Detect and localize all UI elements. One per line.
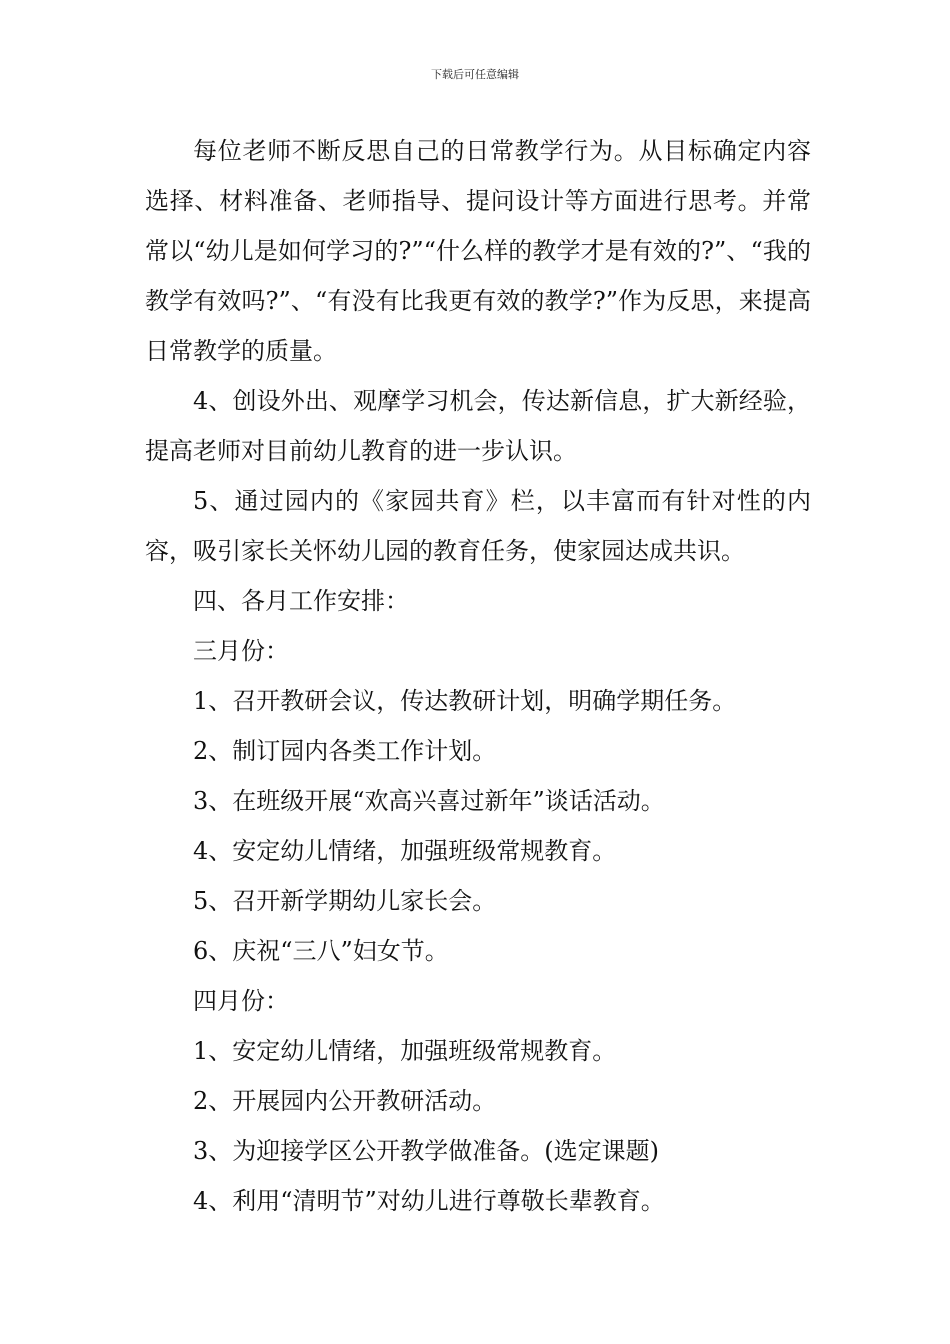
march-heading: 三月份：	[193, 637, 289, 665]
march-item: 3、在班级开展“欢高兴喜过新年”谈话活动。	[193, 787, 665, 815]
march-item: 6、庆祝“三八”妇女节。	[193, 937, 449, 965]
section-heading: 四、各月工作安排：	[193, 587, 409, 615]
april-item: 1、安定幼儿情绪，加强班级常规教育。	[193, 1037, 617, 1065]
march-item: 5、召开新学期幼儿家长会。	[193, 887, 497, 915]
april-item: 3、为迎接学区公开教学做准备。(选定课题)	[193, 1137, 659, 1165]
document-body	[145, 126, 811, 1226]
april-heading: 四月份：	[193, 987, 289, 1015]
paragraph-reflection: 每位老师不断反思自己的日常教学行为。从目标确定内容选择、材料准备、老师指导、提问设计等方面进行思考。并常常以“幼儿是如何学习的?”“什么样的教学才是有效的?”、“我的教学有效吗?”、“有没有比我更有效的教学?”作为反思，来提高日常教学的质量。	[145, 137, 811, 365]
paragraph-item-5: 5、通过园内的《家园共育》栏，以丰富而有针对性的内容，吸引家长关怀幼儿园的教育任务，使家园达成共识。	[145, 487, 811, 565]
march-item: 2、制订园内各类工作计划。	[193, 737, 497, 765]
paragraph-item-4: 4、创设外出、观摩学习机会，传达新信息，扩大新经验，提高老师对目前幼儿教育的进一步认识。	[145, 387, 811, 465]
april-item: 2、开展园内公开教研活动。	[193, 1087, 497, 1115]
march-item: 4、安定幼儿情绪，加强班级常规教育。	[193, 837, 617, 865]
page-header: 下载后可任意编辑	[431, 68, 519, 81]
march-item: 1、召开教研会议，传达教研计划，明确学期任务。	[193, 687, 737, 715]
april-item: 4、利用“清明节”对幼儿进行尊敬长辈教育。	[193, 1187, 665, 1215]
